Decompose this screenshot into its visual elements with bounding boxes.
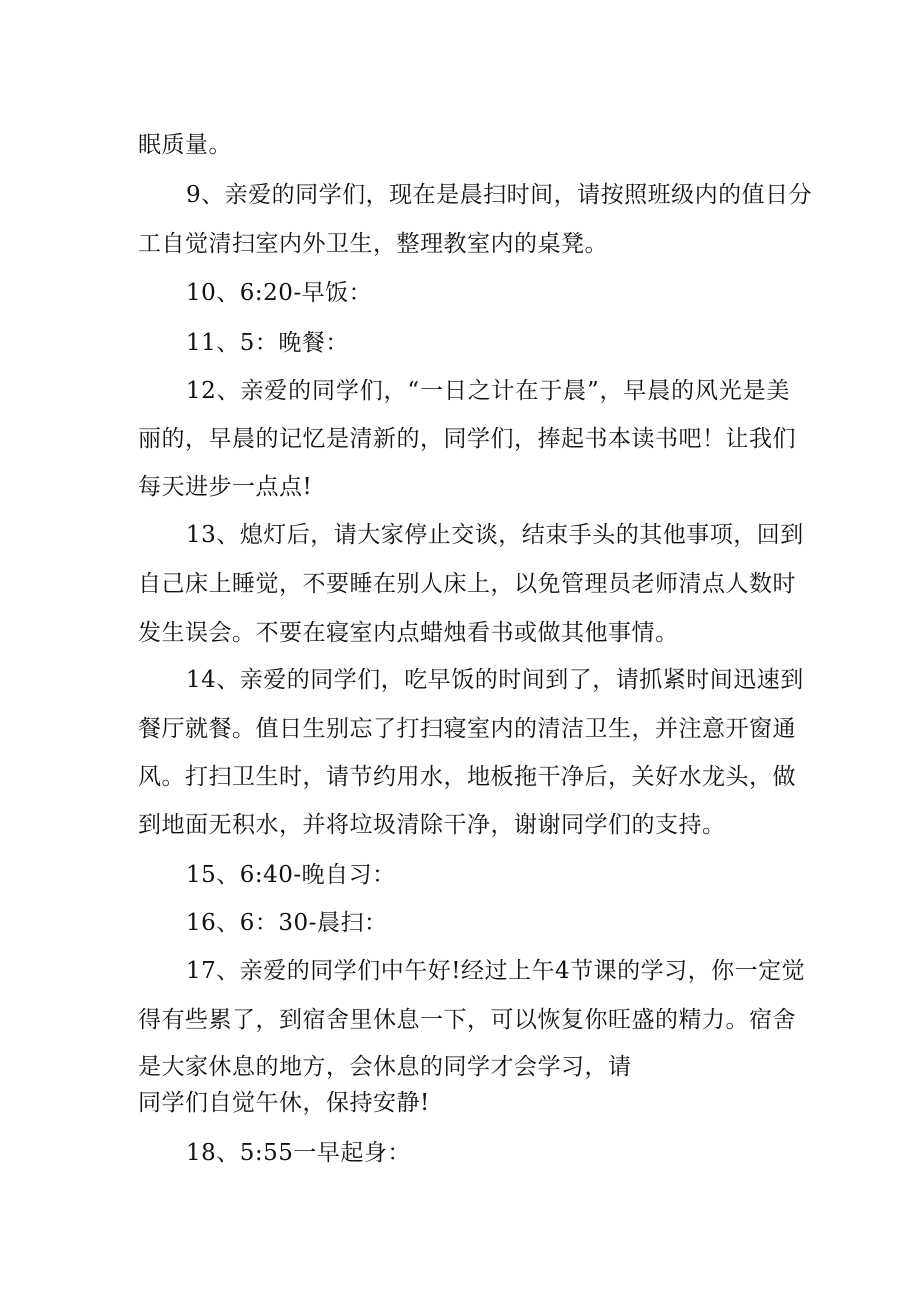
text-line: 同学们自觉午休，保持安静! [138, 1090, 430, 1116]
text-line: 工自觉清扫室内外卫生，整理教室内的桌凳。 [138, 231, 608, 257]
text-line: 13、熄灯后，请大家停止交谈，结束手头的其他事项，回到 [186, 522, 804, 548]
text-line: 17、亲爱的同学们中午好!经过上午4节课的学习，你一定觉 [186, 958, 806, 984]
text-line: 是大家休息的地方，会休息的同学才会学习，请 [138, 1054, 632, 1080]
text-line: 自己床上睡觉，不要睡在别人床上，以免管理员老师清点人数时 [138, 571, 796, 597]
text-line: 18、5:55一早起身： [186, 1140, 411, 1166]
text-line: 丽的，早晨的记忆是清新的，同学们，捧起书本读书吧！让我们 [138, 426, 796, 452]
text-line: 每天进步一点点! [138, 474, 313, 500]
text-line: 16、6：30-晨扫： [186, 910, 388, 936]
text-line: 得有些累了，到宿舍里休息一下，可以恢复你旺盛的精力。宿舍 [138, 1007, 796, 1033]
text-line: 14、亲爱的同学们，吃早饭的时间到了，请抓紧时间迅速到 [186, 667, 804, 693]
text-line: 10、6:20-早饭： [186, 280, 373, 306]
text-line: 15、6:40-晚自习： [186, 862, 396, 888]
text-line: 9、亲爱的同学们，现在是晨扫时间，请按照班级内的值日分 [186, 182, 813, 208]
text-line: 11、5：晚餐： [186, 330, 349, 356]
text-line: 风。打扫卫生时，请节约用水，地板拖干净后，关好水龙头，做 [138, 764, 796, 790]
text-line: 餐厅就餐。值日生别忘了打扫寝室内的清洁卫生，并注意开窗通 [138, 716, 796, 742]
text-line: 12、亲爱的同学们，“一日之计在于晨”，早晨的风光是美 [186, 378, 790, 404]
text-line: 发生误会。不要在寝室内点蜡烛看书或做其他事情。 [138, 620, 679, 646]
text-line: 眠质量。 [138, 132, 232, 158]
text-line: 到地面无积水，并将垃圾清除干净，谢谢同学们的支持。 [138, 812, 726, 838]
